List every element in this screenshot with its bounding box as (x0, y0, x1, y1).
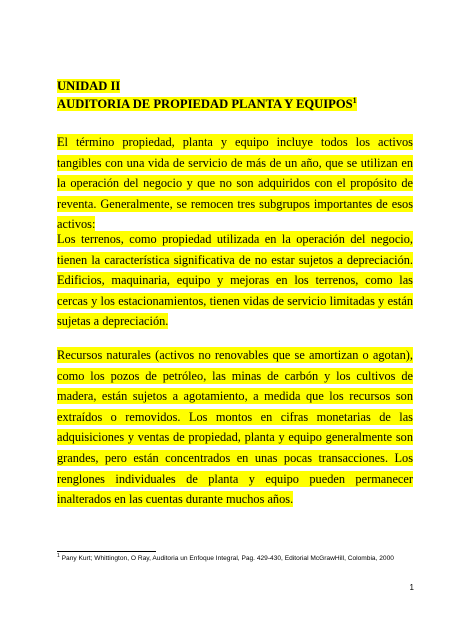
footnote-text: Pany Kurt; Whittington, O Ray, Auditoria un Enfoque Integral, Pag. 429-430, Editorial McGrawHill, Colombia, 2000 (59, 555, 394, 562)
paragraph-land-buildings (57, 229, 413, 332)
document-title (57, 97, 357, 112)
document-title-text (57, 97, 357, 111)
unit-heading (57, 79, 120, 94)
document-title-label: AUDITORIA DE PROPIEDAD PLANTA Y EQUIPOS (57, 97, 353, 111)
footnote-marker: 1 (57, 552, 60, 559)
paragraph-natural-resources-text: Recursos naturales (activos no renovables que se amortizan o agotan), como los pozos de petróleo, las minas de carbón y los cultivos de madera, están sujetos a agotamiento, a medida que los recursos son extraídos o removidos. Los montos en cifras monetarias de las adquisiciones y ventas de propiedad, planta y equipo generalmente son grandes, pero están concentrados en unas pocas transacciones. Los renglones individuales de planta y equipo pueden permanecer inalterados en las cuentas durante muchos años. (57, 348, 413, 507)
paragraph-definition (57, 132, 413, 235)
footnote-reference[interactable]: 1 (352, 95, 357, 105)
footnote-separator (57, 551, 156, 552)
page-number: 1 (409, 583, 414, 592)
paragraph-natural-resources (57, 345, 413, 510)
footnote (57, 554, 427, 564)
unit-heading-text: UNIDAD II (57, 79, 121, 93)
paragraph-definition-text: El término propiedad, planta y equipo incluye todos los activos tangibles con una vida de servicio de más de un año, que se utilizan en la operación del negocio y que no son adquiridos con el propósito de reventa. Generalmente, se remocen tres subgrupos importantes de esos activos: (57, 135, 413, 232)
paragraph-land-buildings-text: Los terrenos, como propiedad utilizada en la operación del negocio, tienen la característica significativa de no estar sujetos a depreciación. Edificios, maquinaria, equipo y mejoras en los terrenos, como las cercas y los estacionamientos, tienen vidas de servicio limitadas y están sujetas a depreciación. (57, 232, 413, 329)
